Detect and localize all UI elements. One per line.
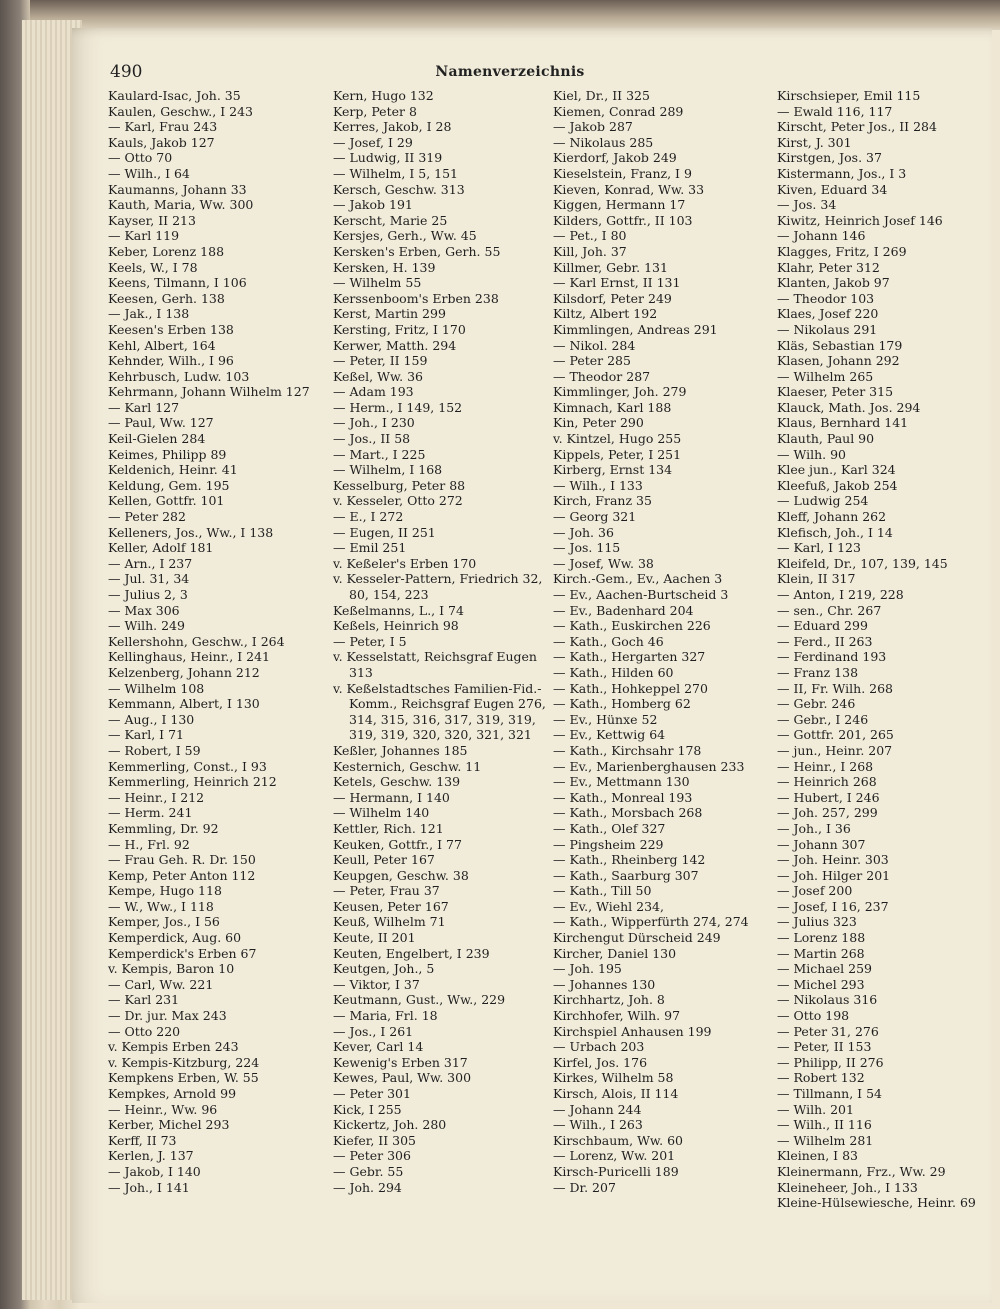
index-entry: Kirsch, Alois, II 114 bbox=[553, 1086, 679, 1101]
index-entry: Kemp, Peter Anton 112 bbox=[108, 867, 256, 883]
index-entry: Kirch, Franz 35 bbox=[553, 493, 652, 509]
index-entry: Klaeser, Peter 315 bbox=[777, 384, 894, 400]
index-entry: — H., Frl. 92 bbox=[108, 836, 190, 852]
index-entry: — Karl 231 bbox=[108, 992, 180, 1008]
index-entry: — II, Fr. Wilh. 268 bbox=[777, 680, 893, 696]
index-entry: — Johannes 130 bbox=[553, 976, 656, 992]
index-entry: — Ludwig 254 bbox=[777, 493, 869, 509]
index-entry: Keimes, Philipp 89 bbox=[108, 446, 227, 462]
index-entry: Kesternich, Geschw. 11 bbox=[333, 758, 482, 774]
index-entry: — Nikolaus 291 bbox=[777, 321, 878, 337]
index-entry: — Wilhelm 55 bbox=[333, 275, 422, 291]
index-entry: Keuß, Wilhelm 71 bbox=[333, 914, 446, 930]
index-entry: Kewenig's Erben 317 bbox=[333, 1054, 468, 1070]
index-column-3 bbox=[553, 88, 768, 1195]
index-entry: — Ev., Wiehl 234, bbox=[553, 898, 664, 914]
index-entry: Klein, II 317 bbox=[777, 571, 856, 587]
index-entry: — Kath., Goch 46 bbox=[553, 633, 664, 649]
index-entry: — Ev., Aachen-Burtscheid 3 bbox=[553, 587, 729, 602]
index-entry: Kersken, H. 139 bbox=[333, 259, 436, 275]
index-entry: Klahr, Peter 312 bbox=[777, 259, 880, 275]
index-entry: — Eduard 299 bbox=[777, 618, 868, 634]
index-entry: Kleff, Johann 262 bbox=[777, 509, 887, 525]
index-entry: — Johann 244 bbox=[553, 1101, 642, 1117]
index-entry: — Nikolaus 316 bbox=[777, 992, 878, 1008]
index-entry: Kiggen, Hermann 17 bbox=[553, 197, 686, 213]
index-entry: v. Kesseler, Otto 272 bbox=[333, 493, 463, 509]
index-entry: Klagges, Fritz, I 269 bbox=[777, 243, 907, 259]
index-entry: — Viktor, I 37 bbox=[333, 976, 420, 992]
index-entry: — Joh. 257, 299 bbox=[777, 805, 878, 821]
index-entry: Kirchhofer, Wilh. 97 bbox=[553, 1008, 681, 1024]
index-entry: — Gebr. 55 bbox=[333, 1163, 404, 1179]
book-top-edge bbox=[30, 0, 1000, 30]
index-entry: Keesen, Gerh. 138 bbox=[108, 290, 225, 306]
index-entry: Kleine-Hülsewiesche, Heinr. 69 bbox=[777, 1195, 976, 1211]
index-entry: — Ludwig, II 319 bbox=[333, 150, 443, 166]
index-entry: — Michel 293 bbox=[777, 976, 865, 992]
index-entry: — Emil 251 bbox=[333, 540, 407, 556]
index-entry: Kauth, Maria, Ww. 300 bbox=[108, 197, 254, 213]
index-entry: — Kath., Kirchsahr 178 bbox=[553, 742, 702, 758]
index-entry: Ketels, Geschw. 139 bbox=[333, 774, 461, 790]
index-entry: — Peter 282 bbox=[108, 509, 186, 525]
index-entry: Kempe, Hugo 118 bbox=[108, 883, 222, 899]
index-entry: Kieven, Konrad, Ww. 33 bbox=[553, 181, 705, 197]
index-entry: — Ferdinand 193 bbox=[777, 649, 887, 665]
index-entry: — Otto 70 bbox=[108, 150, 173, 166]
index-entry: — Josef, I 16, 237 bbox=[777, 898, 889, 914]
index-entry: — Heinrich 268 bbox=[777, 774, 877, 790]
index-entry: Kleefuß, Jakob 254 bbox=[777, 477, 898, 493]
index-entry: — Jos. 34 bbox=[777, 197, 837, 213]
index-entry: Keupgen, Geschw. 38 bbox=[333, 867, 469, 883]
index-entry: v. Kesseler-Pattern, Friedrich 32, 80, 154, 223 bbox=[333, 571, 543, 602]
index-entry: — Maria, Frl. 18 bbox=[333, 1008, 438, 1024]
index-entry: — Peter, Frau 37 bbox=[333, 883, 440, 899]
index-entry: Keusen, Peter 167 bbox=[333, 898, 449, 914]
index-entry: — Tillmann, I 54 bbox=[777, 1086, 882, 1101]
index-entry: Kirchengut Dürscheid 249 bbox=[553, 930, 721, 946]
index-entry: — Julius 2, 3 bbox=[108, 587, 188, 602]
index-entry: Kerssenboom's Erben 238 bbox=[333, 290, 499, 306]
index-entry: — Paul, Ww. 127 bbox=[108, 415, 214, 431]
index-entry: — Heinr., I 212 bbox=[108, 789, 205, 805]
index-entry: Kleinermann, Frz., Ww. 29 bbox=[777, 1163, 946, 1179]
index-entry: Kaulard-Isac, Joh. 35 bbox=[108, 88, 241, 103]
index-entry: Kirscht, Peter Jos., II 284 bbox=[777, 119, 937, 135]
index-entry: — Martin 268 bbox=[777, 945, 865, 961]
index-entry: — Wilhelm, I 5, 151 bbox=[333, 165, 459, 181]
index-entry: Kerst, Martin 299 bbox=[333, 306, 446, 322]
index-entry: Kirsch-Puricelli 189 bbox=[553, 1163, 679, 1179]
index-entry: Klaes, Josef 220 bbox=[777, 306, 879, 322]
index-entry: — Karl, I 71 bbox=[108, 727, 185, 743]
index-entry: Kever, Carl 14 bbox=[333, 1039, 424, 1055]
index-entry: — Peter, II 159 bbox=[333, 353, 428, 369]
index-entry: Kirst, J. 301 bbox=[777, 134, 852, 150]
index-entry: — Ev., Mettmann 130 bbox=[553, 774, 690, 790]
index-entry: — Theodor 287 bbox=[553, 368, 651, 384]
index-entry: — Otto 220 bbox=[108, 1023, 181, 1039]
index-entry: Kimmlinger, Joh. 279 bbox=[553, 384, 687, 400]
index-entry: — Peter, II 153 bbox=[777, 1039, 872, 1055]
index-entry: — Karl, Frau 243 bbox=[108, 119, 218, 135]
index-entry: Keber, Lorenz 188 bbox=[108, 243, 225, 259]
index-entry: Kimmlingen, Andreas 291 bbox=[553, 321, 718, 337]
index-entry: — Arn., I 237 bbox=[108, 555, 193, 571]
index-entry: — Kath., Euskirchen 226 bbox=[553, 618, 711, 634]
index-entry: Kerscht, Marie 25 bbox=[333, 212, 448, 228]
index-entry: Keßels, Heinrich 98 bbox=[333, 618, 459, 634]
index-entry: — Joh., I 230 bbox=[333, 415, 415, 431]
index-entry: — Josef, Ww. 38 bbox=[553, 555, 654, 571]
index-entry: Kelleners, Jos., Ww., I 138 bbox=[108, 524, 274, 540]
index-entry: — Eugen, II 251 bbox=[333, 524, 436, 540]
index-entry: — Karl Ernst, II 131 bbox=[553, 275, 681, 291]
index-entry: — Nikolaus 285 bbox=[553, 134, 654, 150]
index-entry: Kirschsieper, Emil 115 bbox=[777, 88, 921, 103]
index-entry: Kemmann, Albert, I 130 bbox=[108, 696, 260, 712]
index-entry: Kewes, Paul, Ww. 300 bbox=[333, 1070, 472, 1086]
index-entry: Kersken's Erben, Gerh. 55 bbox=[333, 243, 501, 259]
index-entry: — Kath., Olef 327 bbox=[553, 820, 666, 836]
index-entry: — Julius 323 bbox=[777, 914, 857, 930]
index-entry: Kehrmann, Johann Wilhelm 127 bbox=[108, 384, 310, 400]
index-entry: Kilsdorf, Peter 249 bbox=[553, 290, 672, 306]
index-entry: Kleinen, I 83 bbox=[777, 1148, 858, 1164]
index-entry: Kirschbaum, Ww. 60 bbox=[553, 1132, 683, 1148]
index-entry: — Joh. Hilger 201 bbox=[777, 867, 891, 883]
index-entry: — Herm. 241 bbox=[108, 805, 193, 821]
index-entry: Kiven, Eduard 34 bbox=[777, 181, 888, 197]
index-entry: — jun., Heinr. 207 bbox=[777, 742, 893, 758]
index-entry: — Wilhelm, I 168 bbox=[333, 462, 443, 478]
index-entry: — Peter, I 5 bbox=[333, 633, 407, 649]
index-entry: Keuken, Gottfr., I 77 bbox=[333, 836, 462, 852]
index-entry: Keuten, Engelbert, I 239 bbox=[333, 945, 490, 961]
index-entry: — Kath., Homberg 62 bbox=[553, 696, 691, 712]
index-entry: Kesselburg, Peter 88 bbox=[333, 477, 466, 493]
index-entry: Keil-Gielen 284 bbox=[108, 431, 206, 447]
index-entry: Kerp, Peter 8 bbox=[333, 103, 417, 119]
index-entry: Kin, Peter 290 bbox=[553, 415, 644, 431]
index-entry: Kirchhartz, Joh. 8 bbox=[553, 992, 665, 1008]
index-entry: v. Kintzel, Hugo 255 bbox=[553, 431, 682, 447]
index-entry: Kayser, II 213 bbox=[108, 212, 196, 228]
index-entry: — Peter 301 bbox=[333, 1086, 411, 1101]
index-entry: — Adam 193 bbox=[333, 384, 414, 400]
index-entry: v. Kempis Erben 243 bbox=[108, 1039, 239, 1055]
index-entry: Kirch.-Gem., Ev., Aachen 3 bbox=[553, 571, 723, 587]
index-entry: Kilders, Gottfr., II 103 bbox=[553, 212, 693, 228]
index-entry: — Frau Geh. R. Dr. 150 bbox=[108, 852, 256, 868]
index-column-1 bbox=[108, 88, 323, 1195]
index-entry: — Herm., I 149, 152 bbox=[333, 399, 463, 415]
index-entry: — Joh. 294 bbox=[333, 1179, 402, 1195]
index-entry: Kirkes, Wilhelm 58 bbox=[553, 1070, 674, 1086]
index-entry: Kiemen, Conrad 289 bbox=[553, 103, 684, 119]
index-entry: — Joh., I 141 bbox=[108, 1179, 190, 1195]
index-entry: — Franz 138 bbox=[777, 664, 859, 680]
index-entry: — Ferd., II 263 bbox=[777, 633, 873, 649]
index-entry: — Wilh. 90 bbox=[777, 446, 847, 462]
index-entry: Keldung, Gem. 195 bbox=[108, 477, 230, 493]
index-entry: — Max 306 bbox=[108, 602, 180, 618]
index-entry: Kistermann, Jos., I 3 bbox=[777, 165, 907, 181]
index-entry: — Ev., Marienberghausen 233 bbox=[553, 758, 745, 774]
index-entry: Kehrbusch, Ludw. 103 bbox=[108, 368, 250, 384]
index-column-4 bbox=[777, 88, 992, 1211]
index-entry: — Georg 321 bbox=[553, 509, 637, 525]
index-entry: — Josef 200 bbox=[777, 883, 853, 899]
index-entry: — Joh. 195 bbox=[553, 961, 622, 977]
index-entry: Kempkens Erben, W. 55 bbox=[108, 1070, 259, 1086]
index-entry: Kimnach, Karl 188 bbox=[553, 399, 672, 415]
index-entry: — Wilh., I 64 bbox=[108, 165, 190, 181]
index-entry: — Kath., Monreal 193 bbox=[553, 789, 693, 805]
index-entry: Keutgen, Joh., 5 bbox=[333, 961, 435, 977]
index-entry: Kellershohn, Geschw., I 264 bbox=[108, 633, 285, 649]
index-entry: — Anton, I 219, 228 bbox=[777, 587, 904, 602]
index-entry: Klee jun., Karl 324 bbox=[777, 462, 896, 478]
index-entry: Kaulen, Geschw., I 243 bbox=[108, 103, 253, 119]
page-number: 490 bbox=[110, 62, 143, 82]
index-entry: Keldenich, Heinr. 41 bbox=[108, 462, 238, 478]
index-entry: — Jul. 31, 34 bbox=[108, 571, 190, 587]
index-entry: Kettler, Rich. 121 bbox=[333, 820, 444, 836]
index-entry: — Peter 306 bbox=[333, 1148, 411, 1164]
index-entry: — E., I 272 bbox=[333, 509, 404, 525]
index-entry: — Nikol. 284 bbox=[553, 337, 636, 353]
index-entry: Keßler, Johannes 185 bbox=[333, 742, 468, 758]
index-entry: Kleineheer, Joh., I 133 bbox=[777, 1179, 918, 1195]
index-entry: Kemmerling, Heinrich 212 bbox=[108, 774, 277, 790]
index-entry: Kerff, II 73 bbox=[108, 1132, 177, 1148]
index-entry: — Peter 31, 276 bbox=[777, 1023, 879, 1039]
index-entry: — Jos., I 261 bbox=[333, 1023, 414, 1039]
index-entry: v. Keßeler's Erben 170 bbox=[333, 555, 477, 571]
index-entry: Kiel, Dr., II 325 bbox=[553, 88, 650, 103]
index-entry: Kellinghaus, Heinr., I 241 bbox=[108, 649, 270, 665]
index-entry: — Pingsheim 229 bbox=[553, 836, 664, 852]
index-entry: — Gebr. 246 bbox=[777, 696, 856, 712]
index-entry: — Wilh., I 263 bbox=[553, 1117, 643, 1133]
index-entry: — Joh., I 36 bbox=[777, 820, 851, 836]
index-entry: — Joh. Heinr. 303 bbox=[777, 852, 889, 868]
index-entry: — Hermann, I 140 bbox=[333, 789, 450, 805]
index-entry: — Mart., I 225 bbox=[333, 446, 426, 462]
index-entry: Kerwer, Matth. 294 bbox=[333, 337, 457, 353]
index-entry: — Philipp, II 276 bbox=[777, 1054, 884, 1070]
index-entry: Keute, II 201 bbox=[333, 930, 416, 946]
index-column-2 bbox=[333, 88, 548, 1195]
index-entry: Kiltz, Albert 192 bbox=[553, 306, 658, 322]
index-entry: Klanten, Jakob 97 bbox=[777, 275, 890, 291]
index-entry: Kerres, Jakob, I 28 bbox=[333, 119, 452, 135]
index-entry: Kern, Hugo 132 bbox=[333, 88, 434, 103]
index-entry: Kickertz, Joh. 280 bbox=[333, 1117, 447, 1133]
index-entry: — Joh. 36 bbox=[553, 524, 614, 540]
index-entry: — Ev., Kettwig 64 bbox=[553, 727, 666, 743]
index-entry: — Ewald 116, 117 bbox=[777, 103, 893, 119]
index-entry: Kieselstein, Franz, I 9 bbox=[553, 165, 692, 181]
index-entry: Klaus, Bernhard 141 bbox=[777, 415, 909, 431]
index-entry: Kemmerling, Const., I 93 bbox=[108, 758, 267, 774]
index-entry: Kläs, Sebastian 179 bbox=[777, 337, 903, 353]
index-entry: Kehnder, Wilh., I 96 bbox=[108, 353, 234, 369]
index-entry: Kaumanns, Johann 33 bbox=[108, 181, 247, 197]
document-page bbox=[72, 28, 992, 1303]
index-entry: Kick, I 255 bbox=[333, 1101, 402, 1117]
index-entry: Keßelmanns, L., I 74 bbox=[333, 602, 464, 618]
index-entry: — Wilhelm 265 bbox=[777, 368, 874, 384]
index-entry: — Urbach 203 bbox=[553, 1039, 645, 1055]
index-entry: — Michael 259 bbox=[777, 961, 873, 977]
index-entry: — Kath., Wipperfürth 274, 274 bbox=[553, 914, 749, 930]
index-entry: — Dr. 207 bbox=[553, 1179, 616, 1195]
index-entry: Kirfel, Jos. 176 bbox=[553, 1054, 648, 1070]
index-entry: — Wilh., I 133 bbox=[553, 477, 643, 493]
index-entry: Kirberg, Ernst 134 bbox=[553, 462, 673, 478]
index-entry: Keßel, Ww. 36 bbox=[333, 368, 424, 384]
index-entry: — Hubert, I 246 bbox=[777, 789, 880, 805]
index-entry: Keesen's Erben 138 bbox=[108, 321, 234, 337]
index-entry: v. Keßelstadtsches Familien-Fid.-Komm., Reichsgraf Eugen 276, 314, 315, 316, 317, 319, 319, 319, 319, 320, 320, 321, 321 bbox=[333, 680, 546, 743]
index-entry: Killmer, Gebr. 131 bbox=[553, 259, 668, 275]
index-entry: Kircher, Daniel 130 bbox=[553, 945, 677, 961]
index-entry: — Jak., I 138 bbox=[108, 306, 190, 322]
index-entry: Kiwitz, Heinrich Josef 146 bbox=[777, 212, 943, 228]
index-entry: — Jakob 191 bbox=[333, 197, 413, 213]
index-entry: — Peter 285 bbox=[553, 353, 631, 369]
index-entry: Keller, Adolf 181 bbox=[108, 540, 214, 556]
index-entry: Kirchspiel Anhausen 199 bbox=[553, 1023, 712, 1039]
index-entry: Kersch, Geschw. 313 bbox=[333, 181, 465, 197]
index-entry: Kersting, Fritz, I 170 bbox=[333, 321, 466, 337]
index-entry: — Kath., Hergarten 327 bbox=[553, 649, 706, 665]
index-entry: — Kath., Saarburg 307 bbox=[553, 867, 699, 883]
index-entry: — W., Ww., I 118 bbox=[108, 898, 214, 914]
index-entry: Klefisch, Joh., I 14 bbox=[777, 524, 893, 540]
index-entry: — Johann 146 bbox=[777, 228, 866, 244]
index-entry: Keens, Tilmann, I 106 bbox=[108, 275, 247, 291]
index-entry: Keels, W., I 78 bbox=[108, 259, 198, 275]
index-entry: — Ev., Hünxe 52 bbox=[553, 711, 658, 727]
index-entry: Kemper, Jos., I 56 bbox=[108, 914, 220, 930]
index-entry: Kempkes, Arnold 99 bbox=[108, 1086, 237, 1101]
index-entry: Klasen, Johann 292 bbox=[777, 353, 900, 369]
index-entry: — Gottfr. 201, 265 bbox=[777, 727, 894, 743]
index-entry: — Robert, I 59 bbox=[108, 742, 201, 758]
index-entry: Kehl, Albert, 164 bbox=[108, 337, 216, 353]
index-entry: Keull, Peter 167 bbox=[333, 852, 435, 868]
index-entry: Kerlen, J. 137 bbox=[108, 1148, 194, 1164]
index-entry: — Lorenz 188 bbox=[777, 930, 866, 946]
index-entry: — Theodor 103 bbox=[777, 290, 875, 306]
index-entry: — Karl, I 123 bbox=[777, 540, 861, 556]
index-entry: — Josef, I 29 bbox=[333, 134, 413, 150]
index-entry: v. Kempis-Kitzburg, 224 bbox=[108, 1054, 260, 1070]
index-entry: — Ev., Badenhard 204 bbox=[553, 602, 694, 618]
index-entry: Klauck, Math. Jos. 294 bbox=[777, 399, 921, 415]
index-entry: — Heinr., I 268 bbox=[777, 758, 874, 774]
index-entry: — Jos., II 58 bbox=[333, 431, 411, 447]
index-entry: — Kath., Hilden 60 bbox=[553, 664, 674, 680]
index-entry: Kemperdick's Erben 67 bbox=[108, 945, 257, 961]
index-entry: — Pet., I 80 bbox=[553, 228, 627, 244]
index-entry: — Wilh. 249 bbox=[108, 618, 185, 634]
index-entry: — Johann 307 bbox=[777, 836, 866, 852]
index-entry: Klauth, Paul 90 bbox=[777, 431, 875, 447]
index-entry: — Kath., Hohkeppel 270 bbox=[553, 680, 708, 696]
index-entry: — Kath., Morsbach 268 bbox=[553, 805, 703, 821]
page-title: Namenverzeichnis bbox=[435, 64, 585, 80]
index-entry: Kirstgen, Jos. 37 bbox=[777, 150, 882, 166]
index-entry: — Robert 132 bbox=[777, 1070, 865, 1086]
index-entry: Kemperdick, Aug. 60 bbox=[108, 930, 242, 946]
index-entry: — Jakob 287 bbox=[553, 119, 633, 135]
index-entry: v. Kesselstatt, Reichsgraf Eugen 313 bbox=[333, 649, 537, 680]
index-entry: — Wilh., II 116 bbox=[777, 1117, 872, 1133]
index-entry: — Jakob, I 140 bbox=[108, 1163, 201, 1179]
index-entry: Keutmann, Gust., Ww., 229 bbox=[333, 992, 506, 1008]
index-entry: Kill, Joh. 37 bbox=[553, 243, 627, 259]
index-entry: Kippels, Peter, I 251 bbox=[553, 446, 682, 462]
index-entry: — Heinr., Ww. 96 bbox=[108, 1101, 218, 1117]
index-entry: Kauls, Jakob 127 bbox=[108, 134, 215, 150]
index-entry: Kersjes, Gerh., Ww. 45 bbox=[333, 228, 477, 244]
index-entry: — Otto 198 bbox=[777, 1008, 850, 1024]
index-entry: — Kath., Till 50 bbox=[553, 883, 652, 899]
running-head bbox=[110, 62, 910, 86]
index-entry: — sen., Chr. 267 bbox=[777, 602, 882, 618]
index-entry: Kellen, Gottfr. 101 bbox=[108, 493, 225, 509]
index-entry: Kerber, Michel 293 bbox=[108, 1117, 230, 1133]
index-entry: Kelzenberg, Johann 212 bbox=[108, 664, 260, 680]
index-entry: v. Kempis, Baron 10 bbox=[108, 961, 235, 977]
index-entry: Kleifeld, Dr., 107, 139, 145 bbox=[777, 555, 948, 571]
index-entry: — Jos. 115 bbox=[553, 540, 621, 556]
index-entry: — Wilhelm 108 bbox=[108, 680, 205, 696]
index-entry: — Carl, Ww. 221 bbox=[108, 976, 214, 992]
index-entry: — Karl 127 bbox=[108, 399, 180, 415]
index-entry: — Aug., I 130 bbox=[108, 711, 195, 727]
index-entry: — Wilh. 201 bbox=[777, 1101, 854, 1117]
index-entry: Kemmling, Dr. 92 bbox=[108, 820, 219, 836]
index-entry: — Lorenz, Ww. 201 bbox=[553, 1148, 676, 1164]
index-entry: Kierdorf, Jakob 249 bbox=[553, 150, 677, 166]
index-entry: — Wilhelm 281 bbox=[777, 1132, 874, 1148]
index-entry: Kiefer, II 305 bbox=[333, 1132, 417, 1148]
index-entry: — Karl 119 bbox=[108, 228, 180, 244]
index-entry: — Wilhelm 140 bbox=[333, 805, 430, 821]
index-entry: — Dr. jur. Max 243 bbox=[108, 1008, 227, 1024]
index-entry: — Gebr., I 246 bbox=[777, 711, 869, 727]
index-entry: — Kath., Rheinberg 142 bbox=[553, 852, 706, 868]
